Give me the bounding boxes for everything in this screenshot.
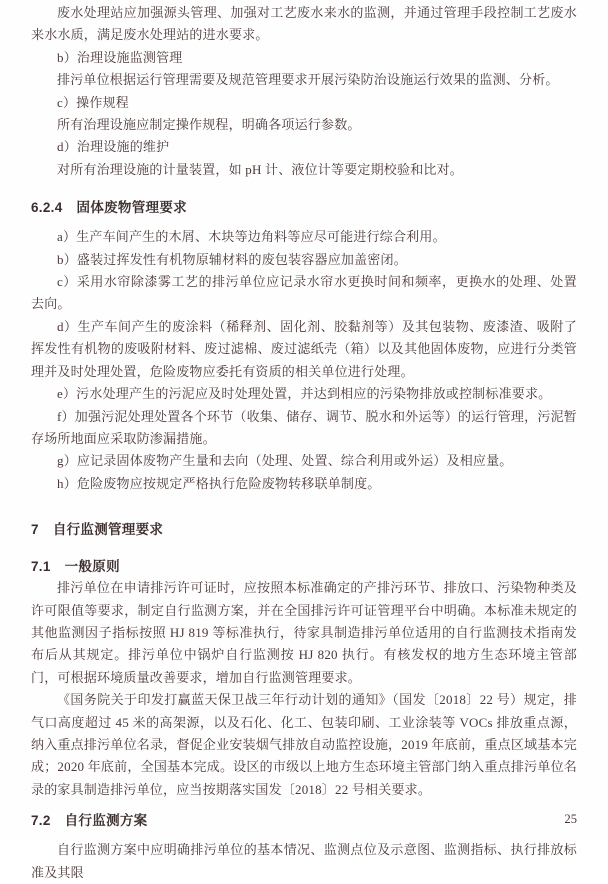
paragraph-wastewater-station: 废水处理站应加强源头管理、加强对工艺废水来水的监测，并通过管理手段控制工艺废水来水水质，满足废水处理站的进水要求。 [31,5,577,43]
paragraph-state-council-notice: 《国务院关于印发打赢蓝天保卫战三年行动计划的通知》（国发〔2018〕22 号）规定，排气口高度超过 45 米的高架源，以及石化、化工、包装印刷、工业涂装等 VOCs 排放重点源，纳入重点排污单位名录，督促企业安装烟气排放自动监控设施，2019 年底前，重点区域基本完成；2020 年底前，全国基本完成。设区的市级以上地方生态环境主管部门纳入重点排污单位名录的家具制造排污单位，应当按期落实国发〔2018〕22 号相关要求。 [31,692,577,797]
section-number: 7.2 [31,813,51,829]
section-heading-6-2-4 [31,198,577,218]
list-item-c: c）采用水帘除漆雾工艺的排污单位应记录水帘水更换时间和频率，更换水的处理、处置去向。 [31,274,577,312]
chapter-number: 7 [31,522,39,538]
list-item-d-heading: d）治理设施的维护 [57,139,170,155]
chapter-title: 自行监测管理要求 [52,522,164,538]
list-item-d-body: 对所有治理设施的计量装置，如 pH 计、液位计等要定期校验和比对。 [57,161,463,177]
section-title: 一般原则 [64,559,120,575]
section-heading-7-1 [31,557,577,577]
section-number: 6.2.4 [31,200,63,216]
list-item-d: d）生产车间产生的废涂料（稀释剂、固化剂、胶黏剂等）及其包装物、废漆渣、吸附了挥发性有机物的废吸附材料、废过滤棉、废过滤纸壳（箱）以及其他固体废物，应进行分类管理并及时处理处置，危险废物应委托有资质的相关单位进行处理。 [31,318,577,379]
paragraph-self-monitoring-principles: 排污单位在申请排污许可证时，应按照本标准确定的产排污环节、排放口、污染物种类及许可限值等要求，制定自行监测方案，并在全国排污许可证管理平台中明确。本标准未规定的其他监测因子指标按照 HJ 819 等标准执行，待家具制造排污单位适用的自行监测技术指南发布后从其规定。排污单位中锅炉自行监测按 HJ 820 执行。有核发权的地方生态环境主管部门，可根据环境质量改善要求，增加自行监测管理要求。 [31,580,577,685]
list-item-f: f）加强污泥处理处置各个环节（收集、储存、调节、脱水和外运等）的运行管理，污泥暂存场所地面应采取防渗漏措施。 [31,408,577,446]
paragraph-monitoring-plan: 自行监测方案中应明确排污单位的基本情况、监测点位及示意图、监测指标、执行排放标准及其限 [31,842,577,880]
list-item-b-heading: b）治理设施监测管理 [57,49,183,65]
section-title: 固体废物管理要求 [76,200,187,216]
list-item-h: h）危险废物应按规定严格执行危险废物转移联单制度。 [57,475,381,491]
list-item-c-heading: c）操作规程 [57,94,129,110]
page-number: 25 [564,812,577,826]
list-item-g: g）应记录固体废物产生量和去向（处理、处置、综合利用或外运）及相应量。 [57,453,513,469]
list-item-a: a）生产车间产生的木屑、木块等边角料等应尽可能进行综合利用。 [57,229,446,245]
section-number: 7.1 [31,559,51,575]
section-heading-7-2 [31,811,577,831]
chapter-heading-7 [31,520,577,540]
list-item-c-body: 所有治理设施应制定操作规程，明确各项运行参数。 [57,117,361,133]
list-item-b-body: 排污单位根据运行管理需要及规范管理要求开展污染防治设施运行效果的监测、分析。 [57,72,559,88]
list-item-e: e）污水处理产生的污泥应及时处理处置，并达到相应的污染物排放或控制标准要求。 [57,386,552,402]
list-item-b: b）盛装过挥发性有机物原辅材料的废包装容器应加盖密闭。 [57,251,407,267]
section-title: 自行监测方案 [64,813,148,829]
